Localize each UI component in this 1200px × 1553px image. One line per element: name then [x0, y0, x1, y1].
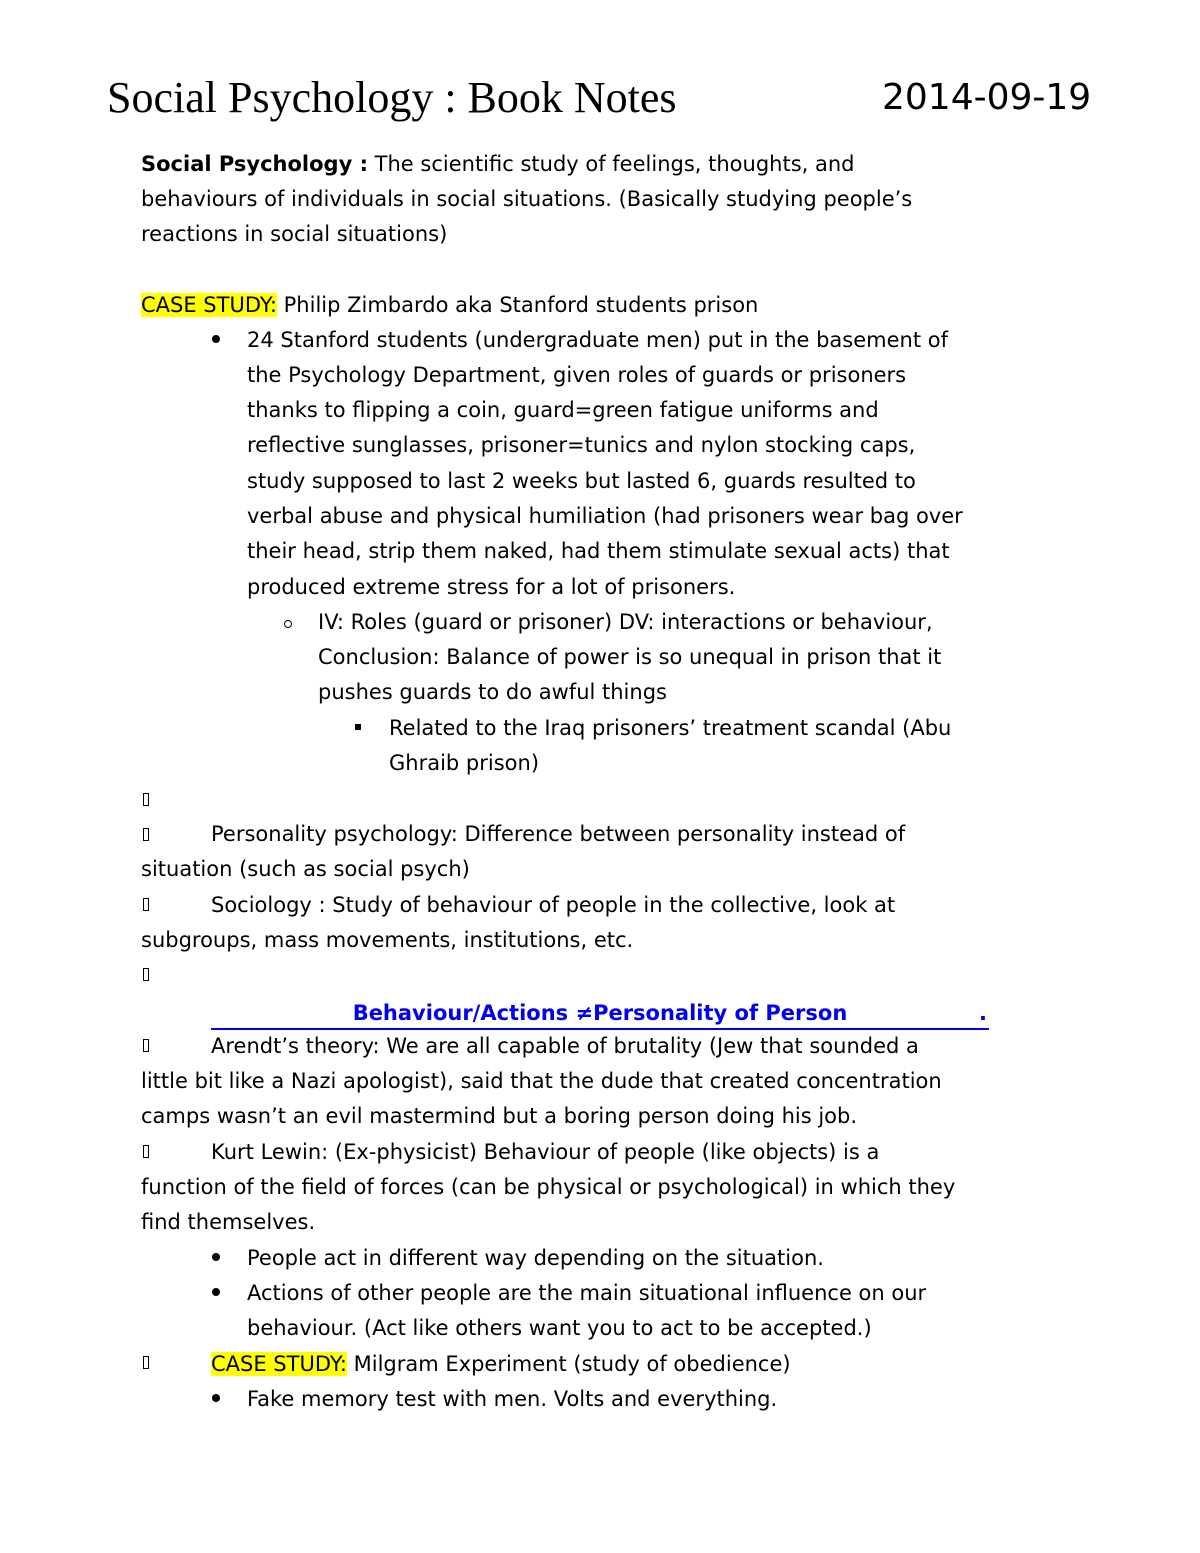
definition-line-1: Social Psychology : The scientific study of feelings, thoughts, and — [141, 152, 855, 176]
case1-subsub-line: Ghraib prison) — [389, 751, 540, 775]
case1-bullet-line: produced extreme stress for a lot of prisoners. — [247, 575, 736, 599]
definition-line-2: behaviours of individuals in social situations. (Basically studying people’s — [141, 187, 913, 211]
bullet-icon — [212, 1288, 220, 1296]
case-study-label: CASE STUDY: — [141, 293, 277, 317]
lewin-line-2: function of the field of forces (can be physical or psychological) in which they — [141, 1175, 956, 1199]
case1-subsub-line: Related to the Iraq prisoners’ treatment scandal (Abu — [389, 716, 952, 740]
sociology-line-2: subgroups, mass movements, institutions, etc. — [141, 928, 634, 952]
case2-bullet-line: Fake memory test with men. Volts and everything. — [247, 1387, 778, 1411]
lewin-line-3: find themselves. — [141, 1210, 316, 1234]
case1-bullet-line: study supposed to last 2 weeks but lasted 6, guards resulted to — [247, 469, 916, 493]
arendt-line-1: Arendt’s theory: We are all capable of brutality (Jew that sounded a — [211, 1034, 919, 1058]
heading-dot: . — [979, 1001, 987, 1025]
section-heading-link[interactable]: Behaviour/Actions ≠Personality of Person — [211, 996, 989, 1030]
missing-glyph-icon — [143, 1356, 149, 1369]
case1-sub-line: Conclusion: Balance of power is so unequal in prison that it — [318, 645, 942, 669]
page-title: Social Psychology : Book Notes — [107, 73, 677, 122]
bullet-icon — [212, 335, 220, 343]
arendt-line-2: little bit like a Nazi apologist), said that the dude that created concentration — [141, 1069, 942, 1093]
square-bullet-icon — [355, 724, 361, 730]
case1-bullet-line: their head, strip them naked, had them stimulate sexual acts) that — [247, 539, 950, 563]
sociology-line-1: Sociology : Study of behaviour of people in the collective, look at — [211, 893, 896, 917]
missing-glyph-icon — [143, 1039, 149, 1052]
bullet-icon — [212, 1253, 220, 1261]
missing-glyph-icon — [143, 793, 149, 806]
case-study-2-heading: CASE STUDY: Milgram Experiment (study of obedience) — [211, 1352, 791, 1376]
case1-bullet-line: 24 Stanford students (undergraduate men) put in the basement of — [247, 328, 948, 352]
case-study-label: CASE STUDY: — [211, 1352, 347, 1376]
case1-bullet-line: reflective sunglasses, prisoner=tunics and nylon stocking caps, — [247, 433, 916, 457]
missing-glyph-icon — [143, 898, 149, 911]
lewin-bullet-line: Actions of other people are the main situational influence on our — [247, 1281, 927, 1305]
personality-line-2: situation (such as social psych) — [141, 857, 470, 881]
case-study-1-heading: CASE STUDY: Philip Zimbardo aka Stanford students prison — [141, 293, 759, 317]
case1-bullet-line: verbal abuse and physical humiliation (had prisoners wear bag over — [247, 504, 963, 528]
case1-sub-line: IV: Roles (guard or prisoner) DV: interactions or behaviour, — [318, 610, 933, 634]
definition-line-3: reactions in social situations) — [141, 222, 448, 246]
page-date: 2014-09-19 — [882, 77, 1092, 118]
lewin-bullet-line: People act in different way depending on the situation. — [247, 1246, 824, 1270]
lewin-line-1: Kurt Lewin: (Ex-physicist) Behaviour of people (like objects) is a — [211, 1140, 880, 1164]
arendt-line-3: camps wasn’t an evil mastermind but a boring person doing his job. — [141, 1104, 858, 1128]
missing-glyph-icon — [143, 828, 149, 841]
personality-line-1: Personality psychology: Difference between personality instead of — [211, 822, 906, 846]
case1-bullet-line: the Psychology Department, given roles of guards or prisoners — [247, 363, 907, 387]
case1-sub-line: pushes guards to do awful things — [318, 680, 667, 704]
case1-bullet-line: thanks to flipping a coin, guard=green fatigue uniforms and — [247, 398, 879, 422]
missing-glyph-icon — [143, 968, 149, 981]
circle-bullet-icon — [284, 620, 292, 628]
lewin-bullet-line: behaviour. (Act like others want you to act to be accepted.) — [247, 1316, 872, 1340]
bullet-icon — [212, 1394, 220, 1402]
missing-glyph-icon — [143, 1145, 149, 1158]
definition-term: Social Psychology : — [141, 152, 368, 176]
